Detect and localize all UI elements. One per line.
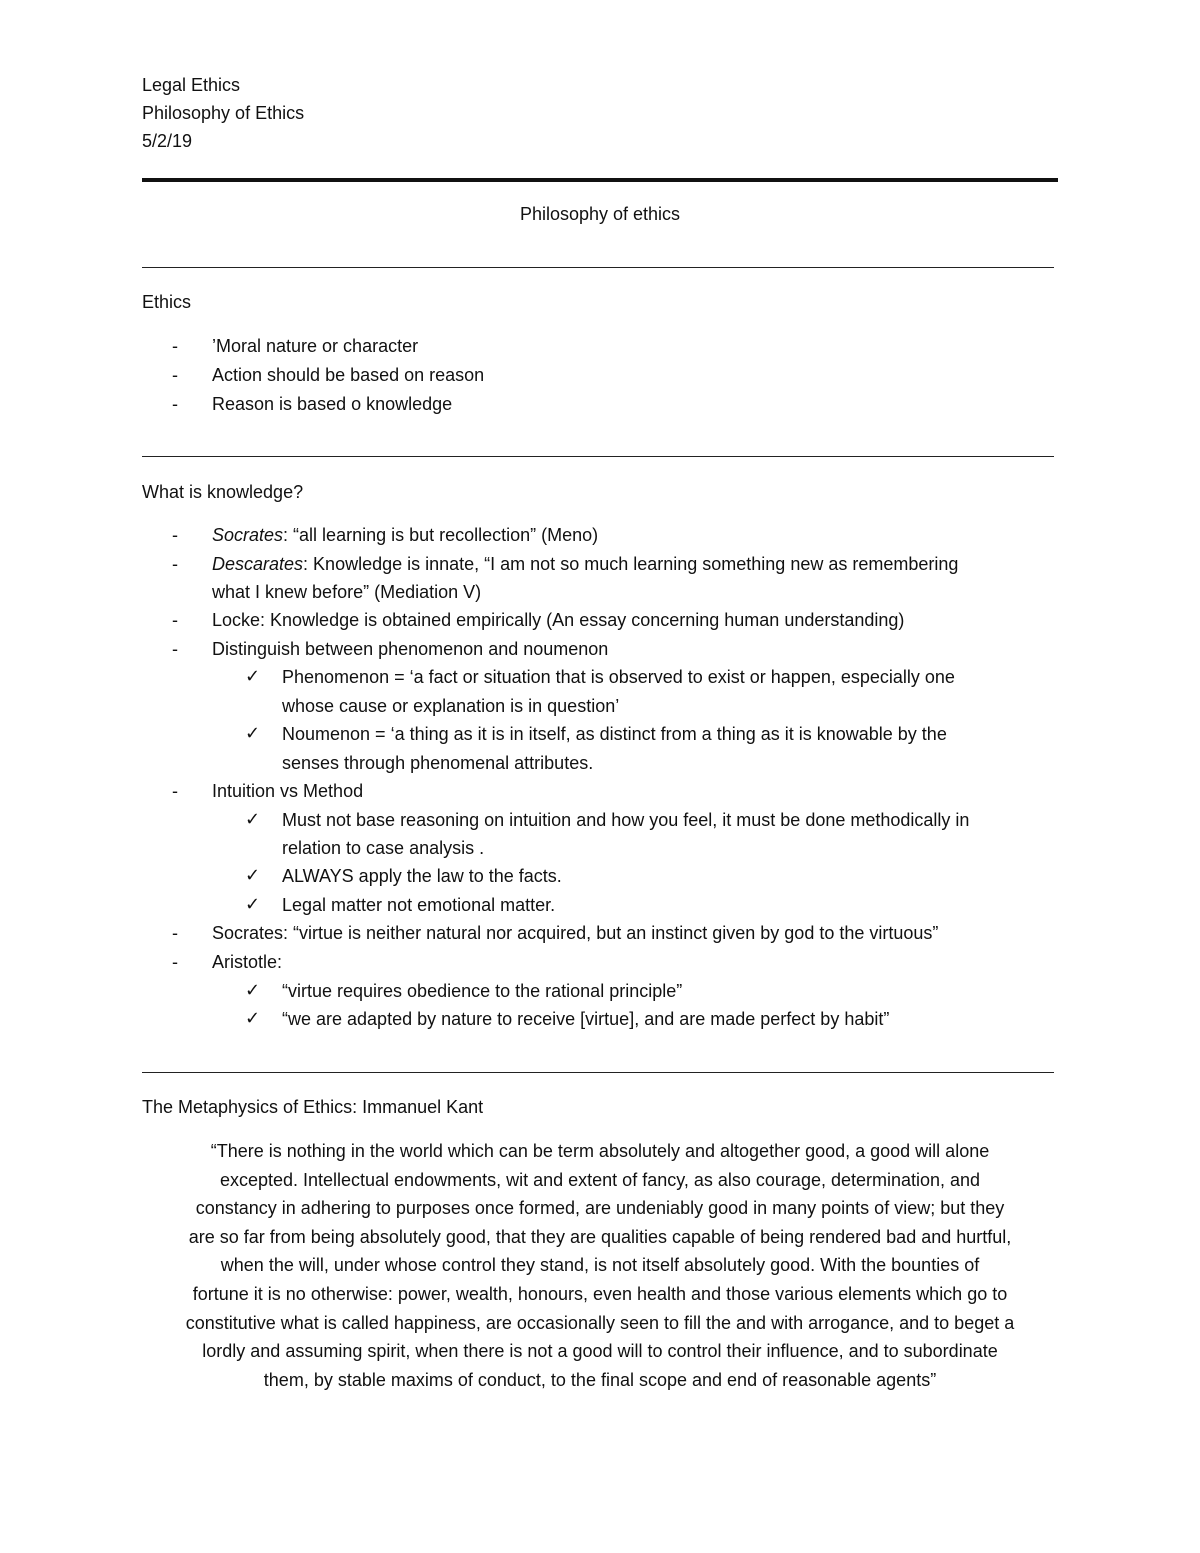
quote-line: fortune it is no otherwise: power, wealth, honours, even health and those various elements which go to	[192, 1283, 1008, 1304]
ethics-item: Reason is based o knowledge	[212, 394, 453, 414]
bullet-dash: -	[172, 781, 178, 801]
intuition-point-continuation: relation to case analysis .	[282, 838, 485, 858]
header-topic: Philosophy of Ethics	[142, 103, 305, 123]
section-divider	[142, 1072, 1054, 1073]
header-course: Legal Ethics	[142, 75, 241, 95]
socrates-text: : “all learning is but recollection” (Meno)	[283, 525, 599, 545]
locke-item: Locke: Knowledge is obtained empirically (An essay concerning human understanding)	[212, 610, 905, 630]
bullet-dash: -	[172, 554, 178, 574]
kant-quote	[130, 1137, 1070, 1394]
header-date: 5/2/19	[142, 131, 193, 151]
knowledge-heading: What is knowledge?	[142, 482, 304, 502]
intuition-point: Legal matter not emotional matter.	[282, 895, 556, 915]
section-divider	[142, 267, 1054, 268]
aristotle-point: “virtue requires obedience to the rational principle”	[282, 981, 683, 1001]
ethics-heading: Ethics	[142, 292, 192, 312]
quote-line: excepted. Intellectual endowments, wit and extent of fancy, as also courage, determination, and	[219, 1169, 981, 1190]
bullet-dash: -	[172, 639, 178, 659]
quote-line: constitutive what is called happiness, are occasionally seen to fill the and with arrogance, and to beget a	[185, 1312, 1015, 1333]
distinguish-item: Distinguish between phenomenon and noumenon	[212, 639, 609, 659]
bullet-dash: -	[172, 952, 178, 972]
descartes-text: : Knowledge is innate, “I am not so much learning something new as remembering	[303, 554, 959, 574]
descartes-item	[212, 550, 958, 578]
ethics-item: ’Moral nature or character	[212, 336, 419, 356]
socrates-virtue-item: Socrates: “virtue is neither natural nor acquired, but an instinct given by god to the virtuous”	[212, 923, 939, 943]
header-divider	[142, 178, 1058, 182]
ethics-item: Action should be based on reason	[212, 365, 485, 385]
check-icon: ✓	[245, 865, 261, 886]
bullet-dash: -	[172, 610, 178, 630]
socrates-item	[212, 521, 598, 549]
bullet-dash: -	[172, 525, 178, 545]
bullet-dash: -	[172, 365, 178, 385]
phenomenon-item: Phenomenon = ‘a fact or situation that is observed to exist or happen, especially one	[282, 667, 955, 687]
page-title: Philosophy of ethics	[519, 204, 681, 224]
quote-line: when the will, under whose control they stand, is not itself absolutely good. With the bounties of	[220, 1255, 980, 1276]
quote-line: “There is nothing in the world which can be term absolutely and altogether good, a good will alone	[210, 1141, 990, 1161]
aristotle-point: “we are adapted by nature to receive [virtue], and are made perfect by habit”	[282, 1009, 890, 1029]
intuition-point: Must not base reasoning on intuition and how you feel, it must be done methodically in	[282, 810, 970, 830]
phenomenon-continuation: whose cause or explanation is in question’	[282, 696, 620, 716]
quote-line: lordly and assuming spirit, when there is not a good will to control their influence, and to subordinate	[202, 1341, 998, 1362]
aristotle-item: Aristotle:	[212, 952, 283, 972]
intuition-item: Intuition vs Method	[212, 781, 364, 801]
check-icon: ✓	[245, 1008, 261, 1029]
check-icon: ✓	[245, 666, 261, 687]
bullet-dash: -	[172, 394, 178, 414]
intuition-point: ALWAYS apply the law to the facts.	[282, 866, 562, 886]
socrates-name: Socrates	[212, 525, 284, 545]
quote-line: them, by stable maxims of conduct, to the final scope and end of reasonable agents”	[263, 1369, 937, 1390]
check-icon: ✓	[245, 894, 261, 915]
descartes-continuation: what I knew before” (Mediation V)	[212, 582, 482, 602]
check-icon: ✓	[245, 809, 261, 830]
section-divider	[142, 456, 1054, 457]
check-icon: ✓	[245, 723, 261, 744]
bullet-dash: -	[172, 923, 178, 943]
quote-line: are so far from being absolutely good, that they are qualities capable of being rendered bad and hurtful,	[188, 1226, 1012, 1247]
descartes-name: Descarates	[212, 554, 304, 574]
noumenon-item: Noumenon = ‘a thing as it is in itself, as distinct from a thing as it is knowable by the	[282, 724, 947, 744]
bullet-dash: -	[172, 336, 178, 356]
quote-line: constancy in adhering to purposes once formed, are undeniably good in many points of view; but they	[195, 1198, 1005, 1219]
check-icon: ✓	[245, 980, 261, 1001]
kant-heading: The Metaphysics of Ethics: Immanuel Kant	[142, 1097, 484, 1117]
noumenon-continuation: senses through phenomenal attributes.	[282, 753, 594, 773]
